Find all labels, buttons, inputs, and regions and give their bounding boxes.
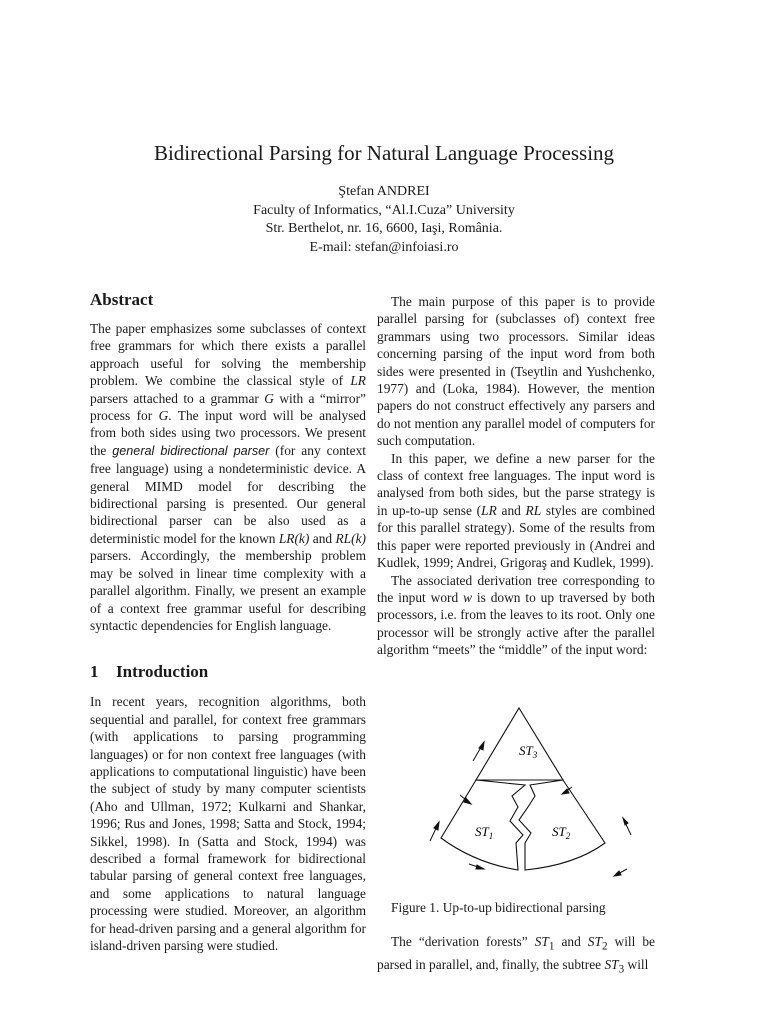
label-st1: $ST_1$ xyxy=(475,824,494,841)
label-st2: $ST_2$ xyxy=(552,824,571,841)
paragraph-new-parser: In this paper, we define a new parser for the class of context free languages. The input word is analysed from both sides, but the parse strategy is in up-to-up sense (LR and RL styles are combined for this parallel strategy). Some of the results from this paper were reported previously in (Andrei and Kudlek, 1999; Andrei, Grigoraş and Kudlek, 1999). xyxy=(377,450,655,571)
abstract-heading: Abstract xyxy=(90,290,154,309)
paragraph-purpose: The main purpose of this paper is to provide parallel parsing for (subclasses of) context free grammars using two processors. Similar ideas concerning parsing of the input word from both sides were presented in (Tseytlin and Yushchenko, 1977) and (Loka, 1984). However, the mention papers do not construct effectively any parsers and do not mention any parallel model of computers for such computation. xyxy=(377,294,655,449)
paper-title: Bidirectional Parsing for Natural Language Processing xyxy=(153,141,615,165)
abstract-text: The paper emphasizes some subclasses of context free grammars for which there exists a parallel approach useful for solving the membership problem. We combine the classical style of LR parsers attached to a grammar G with a “mirror” process for G. The input word will be analysed from both sides using two processors. We present the general bidirectional parser (for any context free language) using a nondeterministic device. A general MIMD model for describing the bidirectional parsing is presented. Our general bidirectional parser can be also used as a deterministic model for the known LR(k) and RL(k) parsers. Accordingly, the membership problem may be solved in linear time complexity with a parallel algorithm. Finally, we present an example of a context free grammar useful for describing syntactic dependencies for English language. xyxy=(90,321,367,633)
author-block xyxy=(0,183,768,257)
left-column xyxy=(90,288,366,954)
author-affiliation: Faculty of Informatics, “Al.I.Cuza” University xyxy=(253,202,515,218)
section-number: 1 xyxy=(90,662,99,682)
author-name: Ştefan ANDREI xyxy=(338,184,430,199)
author-email: E-mail: stefan@infoiasi.ro xyxy=(309,239,459,255)
introduction-text: In recent years, recognition algorithms, both sequential and parallel, for context free grammars (with applications to parsing programming languages) or for non context free languages (with applications to computational linguistic) have been the subject of study by many computer scientists (Aho and Ullman, 1972; Kulkarni and Shankar, 1996; Rus and Jones, 1998; Satta and Stock, 1994; Sikkel, 1998). In (Satta and Stock, 1994) was described a formal framework for bidirectional tabular parsing of general context free languages, and some applications to natural language processing were studied. Moreover, an algorithm for head-driven parsing and a general algorithm for island-driven parsing were studied. xyxy=(90,694,366,953)
paragraph-derivation-tree: The associated derivation tree corresponding to the input word w is down to up traversed by both processors, i.e. from the leaves to its root. Only one processor will be strongly active after the parallel algorithm “meets” the “middle” of the input word: xyxy=(377,572,655,658)
figure-caption: Figure 1. Up-to-up bidirectional parsing xyxy=(391,900,606,915)
paragraph-after-figure: The “derivation forests” $ST_1$ and $ST_2$ will be parsed in parallel, and, finally, the subtree $ST_3$ will xyxy=(377,934,655,976)
introduction-heading xyxy=(90,660,366,684)
author-address: Str. Berthelot, nr. 16, 6600, Iaşi, România. xyxy=(265,221,503,236)
right-column xyxy=(377,293,655,659)
bidirectional-parsing-figure xyxy=(415,703,645,888)
section-title: Introduction xyxy=(116,662,209,682)
label-st3: $ST_3$ xyxy=(519,743,538,760)
